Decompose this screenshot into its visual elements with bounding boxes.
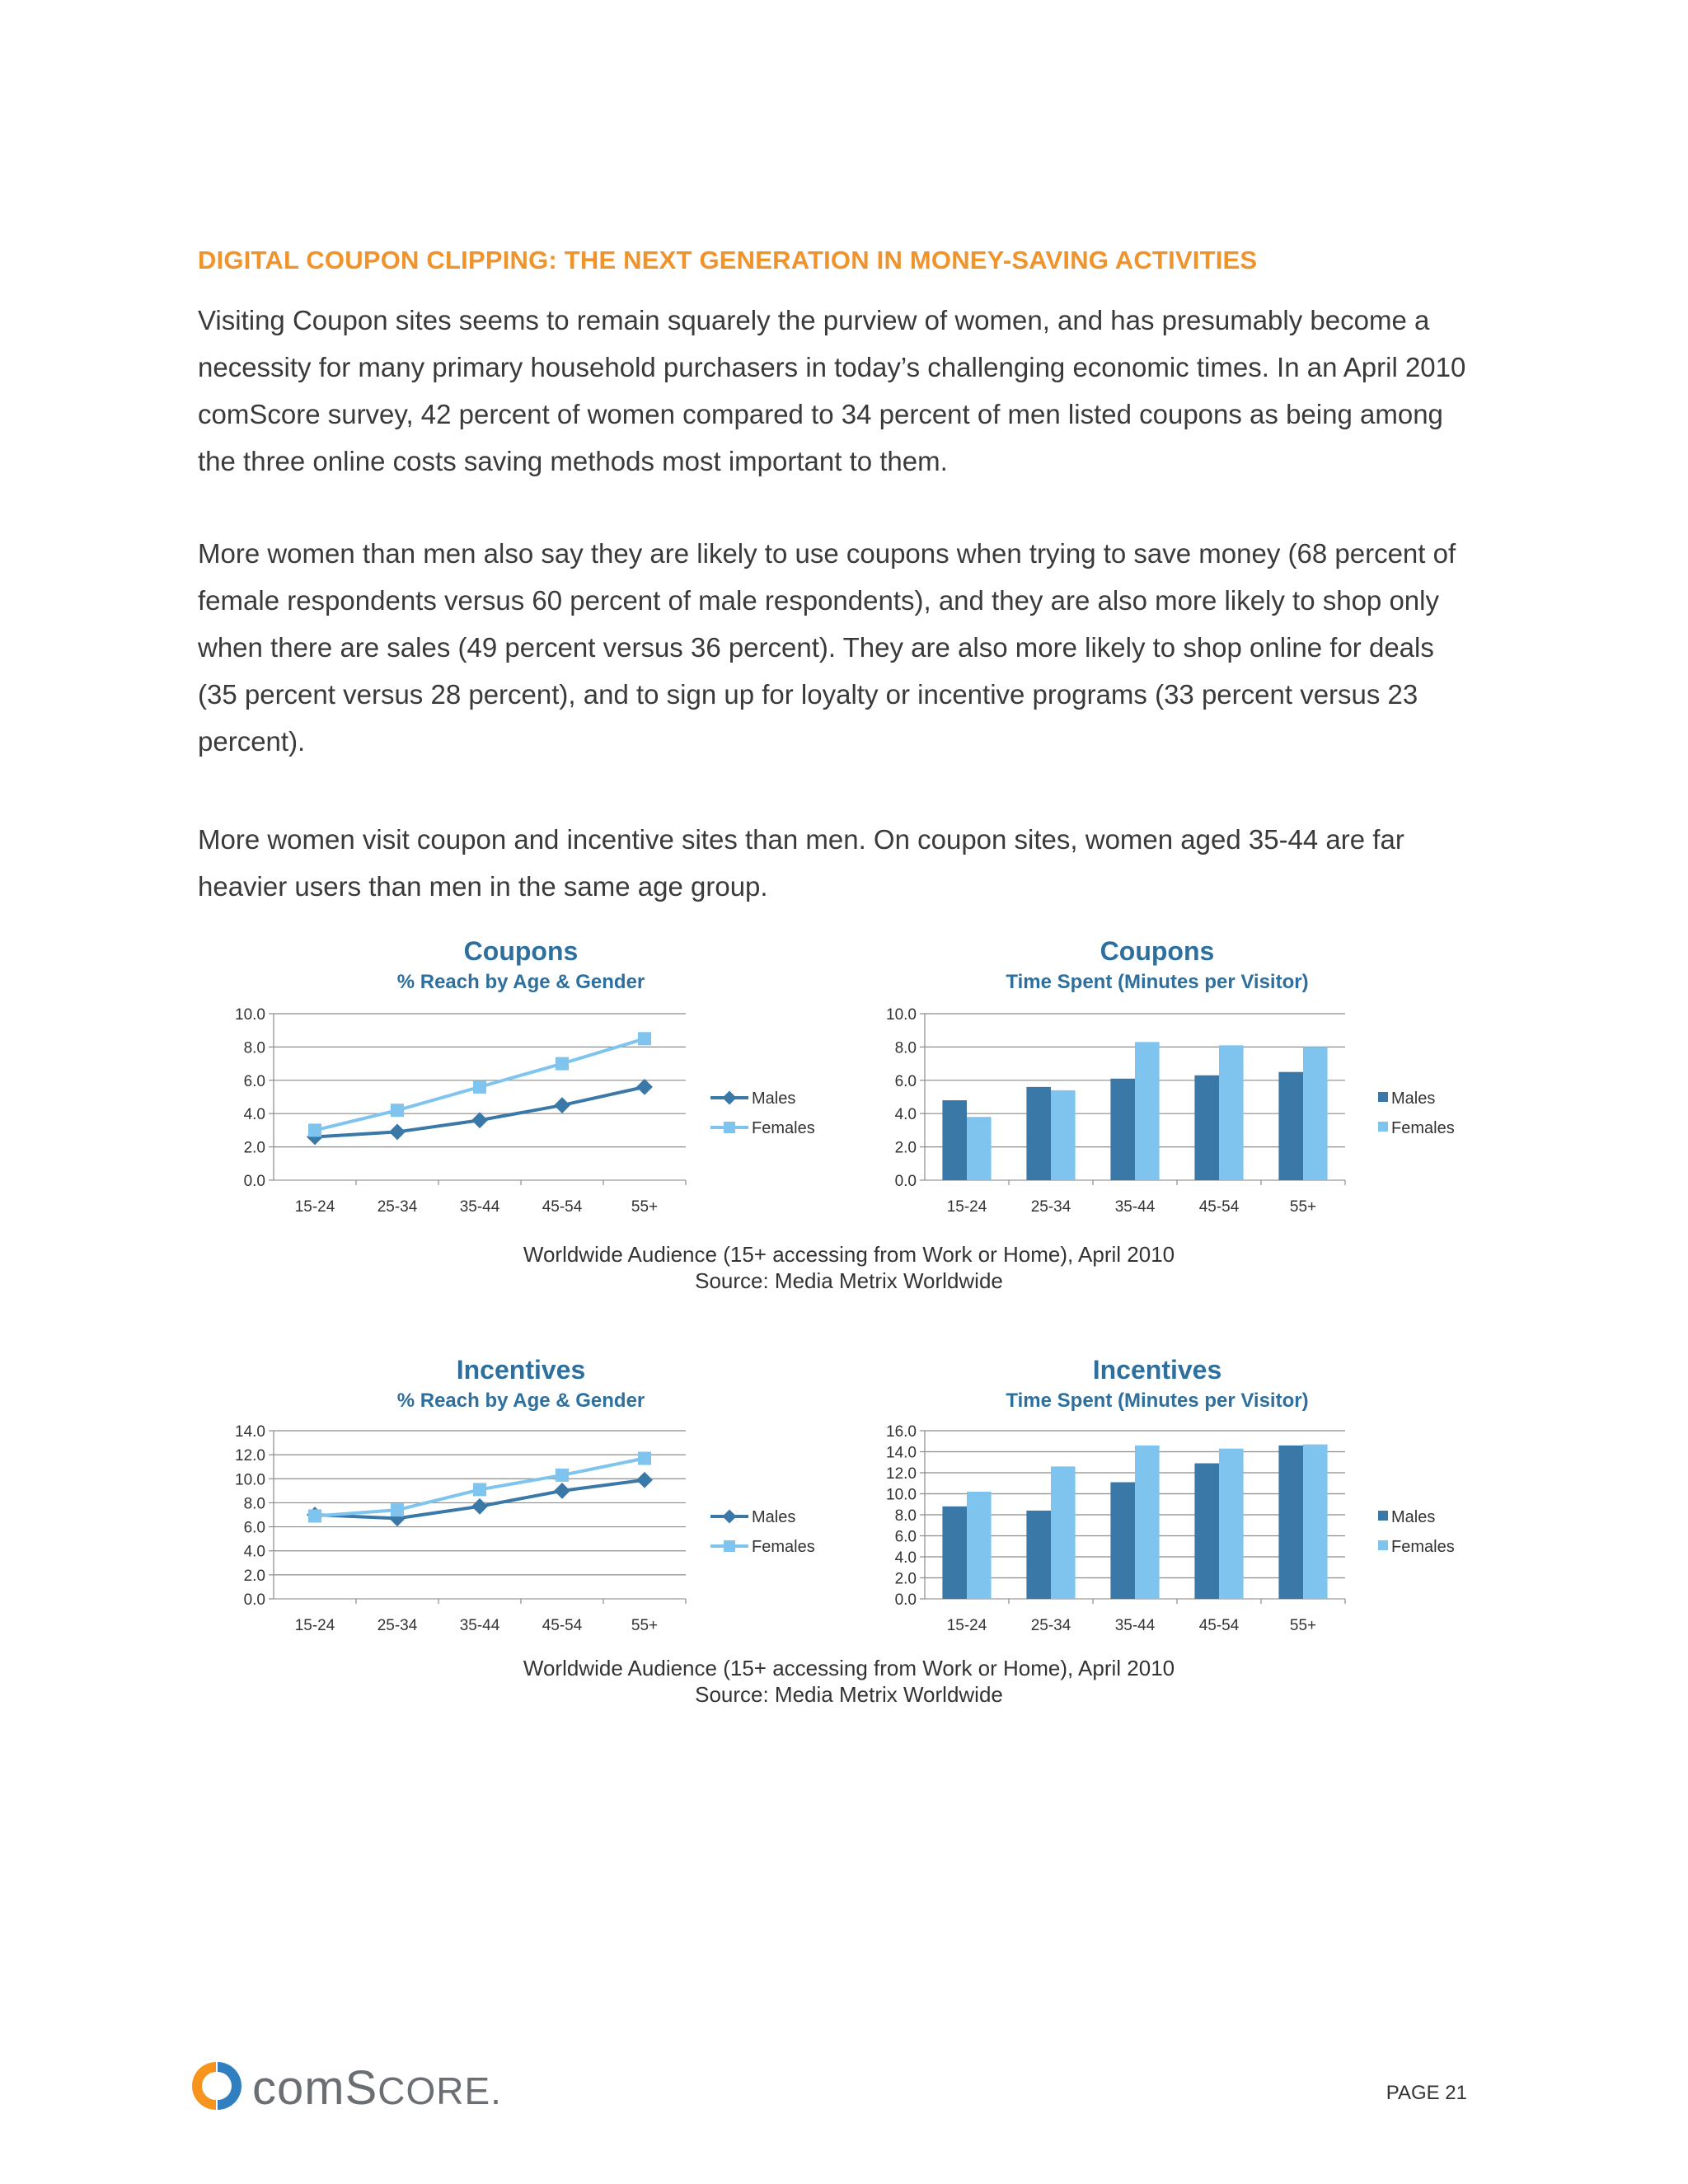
- x-tick-label: 15-24: [946, 1617, 987, 1634]
- paragraph-line: when there are sales (49 percent versus 36 percent). They are also more likely to shop online for deals: [198, 632, 1434, 663]
- legend-swatch: [1378, 1122, 1388, 1132]
- comscore-wordmark: [252, 2060, 502, 2116]
- chart-subtitle: % Reach by Age & Gender: [396, 1390, 645, 1412]
- data-point-males: [636, 1472, 653, 1488]
- paragraph-line: necessity for many primary household purchasers in today’s challenging economic times. In an April 2010: [198, 352, 1466, 382]
- figure-caption-1: [198, 1241, 1500, 1294]
- y-tick-label: 12.0: [235, 1447, 265, 1465]
- y-tick-label: 8.0: [894, 1039, 917, 1057]
- bar-males: [1194, 1076, 1219, 1180]
- chart-svg: [198, 1342, 824, 1655]
- page-number: PAGE 21: [1386, 2082, 1467, 2104]
- y-tick-label: 12.0: [886, 1465, 917, 1483]
- legend-swatch: [1378, 1511, 1388, 1521]
- data-point-females: [556, 1469, 569, 1482]
- x-tick-label: 55+: [1289, 1617, 1317, 1634]
- paragraph-2: [198, 530, 1500, 765]
- bar-females: [1219, 1045, 1244, 1180]
- y-tick-label: 0.0: [243, 1173, 265, 1190]
- chart-svg: [832, 1342, 1459, 1655]
- data-point-females: [308, 1123, 321, 1137]
- data-point-females: [638, 1032, 651, 1045]
- bar-females: [1303, 1047, 1328, 1180]
- x-tick-label: 15-24: [946, 1198, 987, 1216]
- legend-marker: [724, 1540, 735, 1552]
- legend-label: Males: [1391, 1508, 1436, 1526]
- y-tick-label: 8.0: [894, 1507, 917, 1525]
- x-tick-label: 15-24: [294, 1617, 335, 1634]
- x-tick-label: 35-44: [459, 1617, 500, 1634]
- x-tick-label: 45-54: [542, 1198, 583, 1216]
- paragraph-line: (35 percent versus 28 percent), and to sign up for loyalty or incentive programs (33 percent versus 23: [198, 679, 1418, 710]
- x-tick-label: 45-54: [1198, 1617, 1240, 1634]
- x-tick-label: 45-54: [542, 1617, 583, 1634]
- legend-label: Females: [752, 1538, 815, 1556]
- series-line-males: [315, 1087, 645, 1137]
- bar-females: [1051, 1090, 1076, 1180]
- data-point-females: [473, 1483, 486, 1496]
- bar-females: [1135, 1446, 1160, 1599]
- y-tick-label: 10.0: [886, 1006, 917, 1024]
- bar-males: [1194, 1464, 1219, 1599]
- bar-females: [1303, 1445, 1328, 1599]
- chart-title: Coupons: [1100, 936, 1215, 966]
- paragraph-line: Visiting Coupon sites seems to remain squarely the purview of women, and has presumably become a: [198, 305, 1430, 335]
- y-tick-label: 6.0: [894, 1072, 917, 1090]
- caption-line: Worldwide Audience (15+ accessing from Work or Home), April 2010: [523, 1656, 1175, 1680]
- legend-label: Males: [752, 1508, 796, 1526]
- y-tick-label: 4.0: [894, 1106, 917, 1124]
- data-point-females: [473, 1080, 486, 1094]
- paragraph-line: More women visit coupon and incentive sites than men. On coupon sites, women aged 35-44 are far: [198, 824, 1404, 855]
- data-point-males: [554, 1483, 570, 1499]
- y-tick-label: 16.0: [886, 1423, 917, 1441]
- y-tick-label: 8.0: [243, 1039, 265, 1057]
- x-tick-label: 55+: [631, 1617, 659, 1634]
- legend-label: Males: [752, 1090, 796, 1108]
- chart-title: Incentives: [456, 1355, 586, 1385]
- bar-females: [1219, 1449, 1244, 1599]
- comscore-logo: [186, 2057, 516, 2115]
- chart-subtitle: Time Spent (Minutes per Visitor): [1006, 971, 1309, 993]
- coupons-time-spent-chart: [832, 923, 1459, 1236]
- y-tick-label: 4.0: [894, 1549, 917, 1567]
- incentives-time-spent-chart: [832, 1342, 1459, 1655]
- legend-marker: [723, 1510, 737, 1524]
- x-tick-label: 35-44: [1114, 1617, 1156, 1634]
- caption-line: Worldwide Audience (15+ accessing from Work or Home), April 2010: [523, 1242, 1175, 1267]
- x-tick-label: 25-34: [377, 1198, 418, 1216]
- legend-label: Females: [1391, 1538, 1455, 1556]
- y-tick-label: 2.0: [894, 1139, 917, 1157]
- legend-marker: [724, 1122, 735, 1133]
- bar-males: [1278, 1446, 1303, 1599]
- logo-text-com: com: [252, 2061, 345, 2115]
- x-tick-label: 55+: [1289, 1198, 1317, 1216]
- x-tick-label: 25-34: [377, 1617, 418, 1634]
- bar-males: [1278, 1072, 1303, 1180]
- caption-source: Source: Media Metrix Worldwide: [695, 1268, 1003, 1293]
- y-tick-label: 6.0: [243, 1072, 265, 1090]
- incentives-reach-chart: [198, 1342, 824, 1655]
- x-tick-label: 15-24: [294, 1198, 335, 1216]
- x-tick-label: 25-34: [1030, 1617, 1071, 1634]
- legend-swatch: [1378, 1092, 1388, 1102]
- bar-females: [967, 1492, 992, 1599]
- data-point-males: [636, 1079, 653, 1095]
- chart-subtitle: Time Spent (Minutes per Visitor): [1006, 1390, 1309, 1412]
- y-tick-label: 0.0: [894, 1591, 917, 1609]
- y-tick-label: 10.0: [886, 1486, 917, 1504]
- data-point-females: [638, 1452, 651, 1465]
- data-point-males: [471, 1498, 488, 1515]
- y-tick-label: 10.0: [235, 1006, 265, 1024]
- paragraph-line: heavier users than men in the same age group.: [198, 871, 768, 902]
- paragraph-1: [198, 297, 1500, 485]
- paragraph-line: female respondents versus 60 percent of male respondents), and they are also more likely to shop only: [198, 585, 1439, 616]
- data-point-females: [391, 1503, 404, 1516]
- paragraph-line: percent).: [198, 726, 306, 757]
- y-tick-label: 4.0: [243, 1543, 265, 1561]
- chart-title: Incentives: [1092, 1355, 1222, 1385]
- data-point-females: [556, 1057, 569, 1071]
- y-tick-label: 6.0: [894, 1528, 917, 1546]
- y-tick-label: 6.0: [243, 1519, 265, 1537]
- x-tick-label: 25-34: [1030, 1198, 1071, 1216]
- bar-males: [1110, 1482, 1135, 1599]
- y-tick-label: 4.0: [243, 1106, 265, 1124]
- x-tick-label: 55+: [631, 1198, 659, 1216]
- logo-text-mark: .: [490, 2069, 502, 2112]
- y-tick-label: 2.0: [894, 1570, 917, 1588]
- caption-source: Source: Media Metrix Worldwide: [695, 1682, 1003, 1707]
- bar-males: [1110, 1079, 1135, 1180]
- coupons-reach-chart: [198, 923, 824, 1236]
- paragraph-3: [198, 816, 1500, 910]
- bar-males: [942, 1507, 967, 1599]
- data-point-males: [471, 1112, 488, 1128]
- bar-females: [967, 1117, 992, 1180]
- x-tick-label: 35-44: [1114, 1198, 1156, 1216]
- logo-text-core: CORE: [377, 2069, 491, 2112]
- bar-males: [1026, 1511, 1051, 1599]
- data-point-females: [308, 1509, 321, 1522]
- y-tick-label: 10.0: [235, 1471, 265, 1489]
- y-tick-label: 2.0: [243, 1139, 265, 1157]
- y-tick-label: 0.0: [243, 1591, 265, 1609]
- y-tick-label: 14.0: [886, 1444, 917, 1462]
- bar-females: [1135, 1042, 1160, 1180]
- figure-caption-2: [198, 1655, 1500, 1708]
- chart-title: Coupons: [463, 936, 579, 966]
- bar-males: [1026, 1087, 1051, 1180]
- data-point-females: [391, 1104, 404, 1117]
- legend-label: Females: [752, 1119, 815, 1137]
- legend-swatch: [1378, 1540, 1388, 1550]
- bar-females: [1051, 1466, 1076, 1599]
- y-tick-label: 14.0: [235, 1423, 265, 1441]
- y-tick-label: 2.0: [243, 1567, 265, 1585]
- paragraph-line: comScore survey, 42 percent of women compared to 34 percent of men listed coupons as being among: [198, 399, 1443, 429]
- legend-label: Males: [1391, 1090, 1436, 1108]
- paragraph-line: More women than men also say they are likely to use coupons when trying to save money (68 percent of: [198, 538, 1456, 569]
- legend-marker: [723, 1091, 737, 1105]
- chart-svg: [198, 923, 824, 1236]
- chart-svg: [832, 923, 1459, 1236]
- data-point-males: [554, 1097, 570, 1113]
- y-tick-label: 8.0: [243, 1495, 265, 1513]
- logo-text-s: S: [345, 2061, 378, 2115]
- x-tick-label: 35-44: [459, 1198, 500, 1216]
- data-point-males: [389, 1124, 406, 1141]
- bar-males: [942, 1100, 967, 1180]
- section-heading: DIGITAL COUPON CLIPPING: THE NEXT GENERATION IN MONEY-SAVING ACTIVITIES: [198, 246, 1258, 274]
- chart-subtitle: % Reach by Age & Gender: [396, 971, 645, 993]
- legend-label: Females: [1391, 1119, 1455, 1137]
- paragraph-line: the three online costs saving methods most important to them.: [198, 446, 948, 476]
- x-tick-label: 45-54: [1198, 1198, 1240, 1216]
- y-tick-label: 0.0: [894, 1173, 917, 1190]
- comscore-logo-icon: [186, 2057, 246, 2115]
